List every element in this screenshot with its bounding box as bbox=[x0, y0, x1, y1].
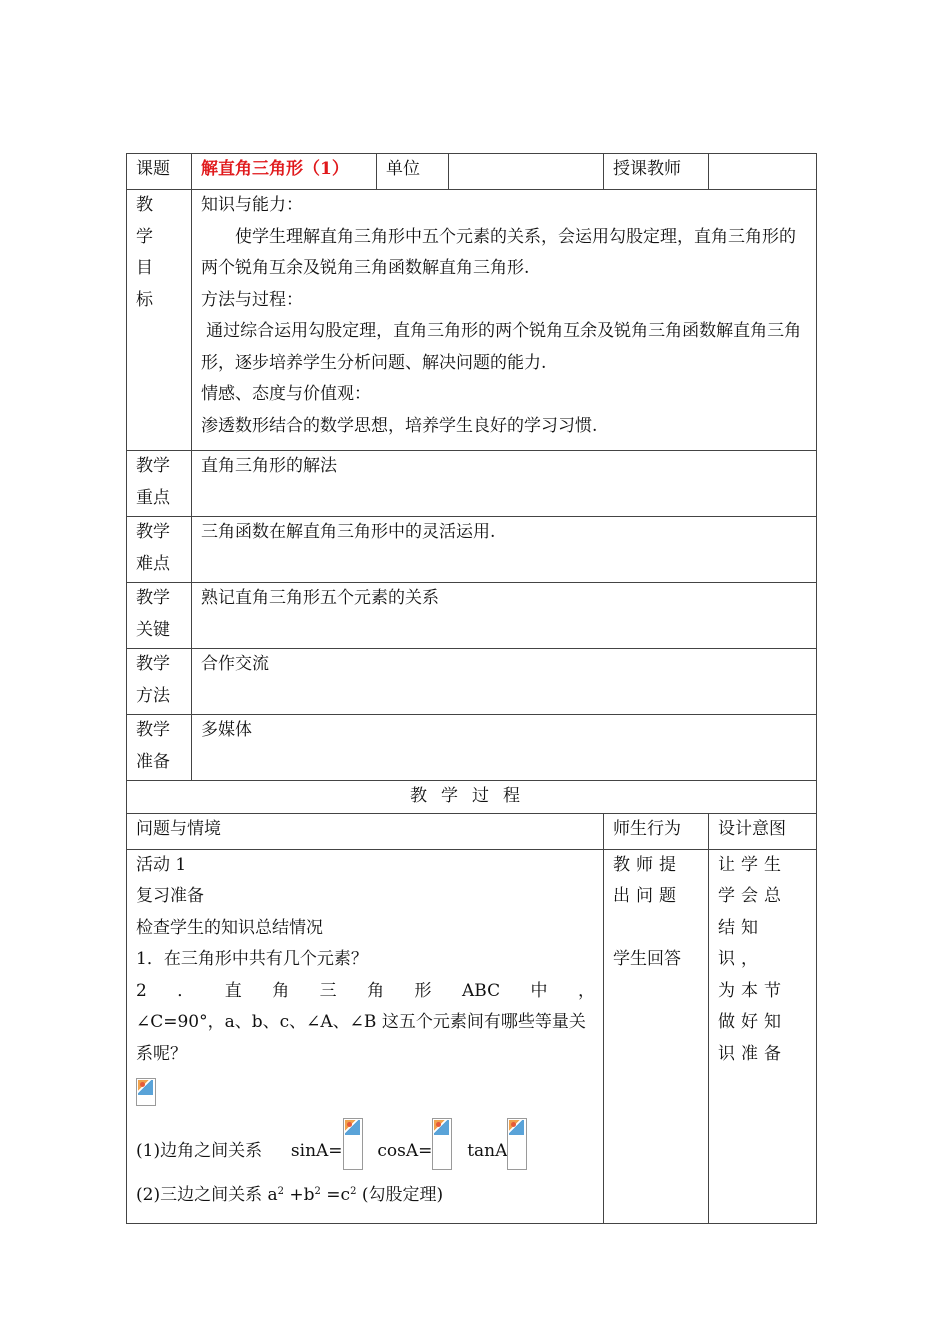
row-label-line: 方法 bbox=[136, 685, 170, 706]
relation-2-eq: =c bbox=[320, 1185, 351, 1205]
teacher-action-1: 教师提出问题 bbox=[613, 854, 682, 906]
row-label-line: 教学 bbox=[136, 588, 170, 608]
topic-value: 解直角三角形（1） bbox=[192, 154, 377, 190]
row-label-line: 关键 bbox=[136, 619, 170, 640]
question-2-rest: ∠C=90°，a、b、c、∠A、∠B 这五个元素间有哪些等量关系呢？ bbox=[136, 1012, 586, 1064]
check-line: 检查学生的知识总结情况 bbox=[136, 917, 323, 938]
topic-label: 课题 bbox=[127, 154, 192, 190]
key-row bbox=[127, 583, 817, 649]
row-label bbox=[127, 451, 192, 517]
row-label bbox=[127, 649, 192, 715]
row-label-line: 教学 bbox=[136, 456, 170, 476]
q2-token: ． bbox=[177, 980, 195, 1001]
broken-image-icon bbox=[136, 1078, 156, 1106]
row-label-line: 重点 bbox=[136, 487, 170, 508]
intent-2: 为本节做好知识准备 bbox=[718, 980, 787, 1064]
q2-token: 角 bbox=[367, 980, 385, 1001]
row-content: 三角函数在解直角三角形中的灵活运用. bbox=[192, 517, 817, 583]
difficulty-row bbox=[127, 517, 817, 583]
row-label-line: 教学 bbox=[136, 522, 170, 542]
intent-cell bbox=[709, 849, 817, 1223]
activity-subtitle: 复习准备 bbox=[136, 886, 204, 906]
key-point-row bbox=[127, 451, 817, 517]
cos-label: cosA= bbox=[377, 1141, 433, 1161]
relation-2-line bbox=[136, 1180, 595, 1212]
col-header-intent: 设计意图 bbox=[709, 813, 817, 849]
relation-2-suffix: (勾股定理) bbox=[356, 1185, 444, 1205]
row-content: 合作交流 bbox=[192, 649, 817, 715]
row-label bbox=[127, 517, 192, 583]
header-row bbox=[127, 154, 817, 190]
method-text: 通过综合运用勾股定理，直角三角形的两个锐角互余及锐角三角函数解直角三角形，逐步培养学生分析问题、解决问题的能力. bbox=[201, 321, 802, 373]
unit-label: 单位 bbox=[377, 154, 449, 190]
emotion-heading: 情感、态度与价值观： bbox=[201, 384, 371, 404]
q2-token: 直 bbox=[224, 980, 242, 1001]
goals-label-char: 学 bbox=[136, 226, 153, 247]
relation-1-line bbox=[136, 1118, 595, 1170]
method-heading: 方法与过程： bbox=[201, 289, 303, 310]
row-content: 多媒体 bbox=[192, 715, 817, 781]
row-content: 熟记直角三角形五个元素的关系 bbox=[192, 583, 817, 649]
unit-value bbox=[449, 154, 604, 190]
q2-token: 三 bbox=[319, 980, 337, 1001]
process-header-row bbox=[127, 813, 817, 849]
preparation-row bbox=[127, 715, 817, 781]
lesson-plan-table bbox=[126, 153, 817, 1224]
row-label-line: 教学 bbox=[136, 720, 170, 740]
q2-token: 中 bbox=[530, 980, 548, 1001]
teacher-action-cell bbox=[604, 849, 709, 1223]
relation-2-prefix: (2)三边之间关系 a bbox=[136, 1185, 278, 1205]
row-label bbox=[127, 715, 192, 781]
question-1: 1．在三角形中共有几个元素？ bbox=[136, 949, 368, 969]
triangle-figure-row bbox=[136, 1070, 595, 1112]
superscript: 2 bbox=[350, 1186, 357, 1197]
row-content: 直角三角形的解法 bbox=[192, 451, 817, 517]
process-title-row bbox=[127, 781, 817, 814]
broken-image-icon bbox=[432, 1118, 452, 1170]
superscript: 2 bbox=[314, 1186, 321, 1197]
goals-label-char: 目 bbox=[136, 258, 153, 278]
q2-token: 2 bbox=[136, 980, 147, 1001]
activity-row bbox=[127, 849, 817, 1223]
q2-token: ， bbox=[578, 980, 595, 1001]
tan-label: tanA bbox=[467, 1141, 508, 1161]
relation-1-prefix: (1)边角之间关系 bbox=[136, 1141, 263, 1161]
q2-token: ABC bbox=[462, 980, 501, 1001]
broken-image-icon bbox=[343, 1118, 363, 1170]
goals-content bbox=[192, 190, 817, 451]
q2-token: 形 bbox=[414, 980, 432, 1001]
question-2-spread bbox=[136, 976, 595, 1008]
activity-content bbox=[127, 849, 604, 1223]
activity-title: 活动 1 bbox=[136, 854, 187, 875]
process-title: 教学过程 bbox=[127, 781, 817, 814]
goals-label bbox=[127, 190, 192, 451]
emotion-text: 渗透数形结合的数学思想，培养学生良好的学习习惯. bbox=[201, 415, 598, 436]
goals-label-char: 教 bbox=[136, 195, 153, 215]
sin-label: sinA= bbox=[290, 1141, 343, 1161]
broken-image-icon bbox=[507, 1118, 527, 1170]
col-header-action: 师生行为 bbox=[604, 813, 709, 849]
intent-1: 让学生学会总结知识， bbox=[718, 854, 787, 969]
goals-row bbox=[127, 190, 817, 451]
col-header-situation: 问题与情境 bbox=[127, 813, 604, 849]
teacher-action-2: 学生回答 bbox=[613, 948, 681, 969]
method-row bbox=[127, 649, 817, 715]
row-label-line: 准备 bbox=[136, 751, 170, 772]
row-label bbox=[127, 583, 192, 649]
knowledge-heading: 知识与能力： bbox=[201, 195, 303, 215]
teacher-label: 授课教师 bbox=[604, 154, 709, 190]
goals-label-char: 标 bbox=[136, 289, 153, 310]
row-label-line: 难点 bbox=[136, 553, 170, 574]
superscript: 2 bbox=[277, 1186, 284, 1197]
relation-2-plus: +b bbox=[284, 1185, 315, 1205]
teacher-value bbox=[709, 154, 817, 190]
row-label-line: 教学 bbox=[136, 654, 170, 674]
knowledge-text: 使学生理解直角三角形中五个元素的关系，会运用勾股定理，直角三角形的两个锐角互余及锐角三角函数解直角三角形. bbox=[201, 226, 796, 278]
q2-token: 角 bbox=[272, 980, 290, 1001]
